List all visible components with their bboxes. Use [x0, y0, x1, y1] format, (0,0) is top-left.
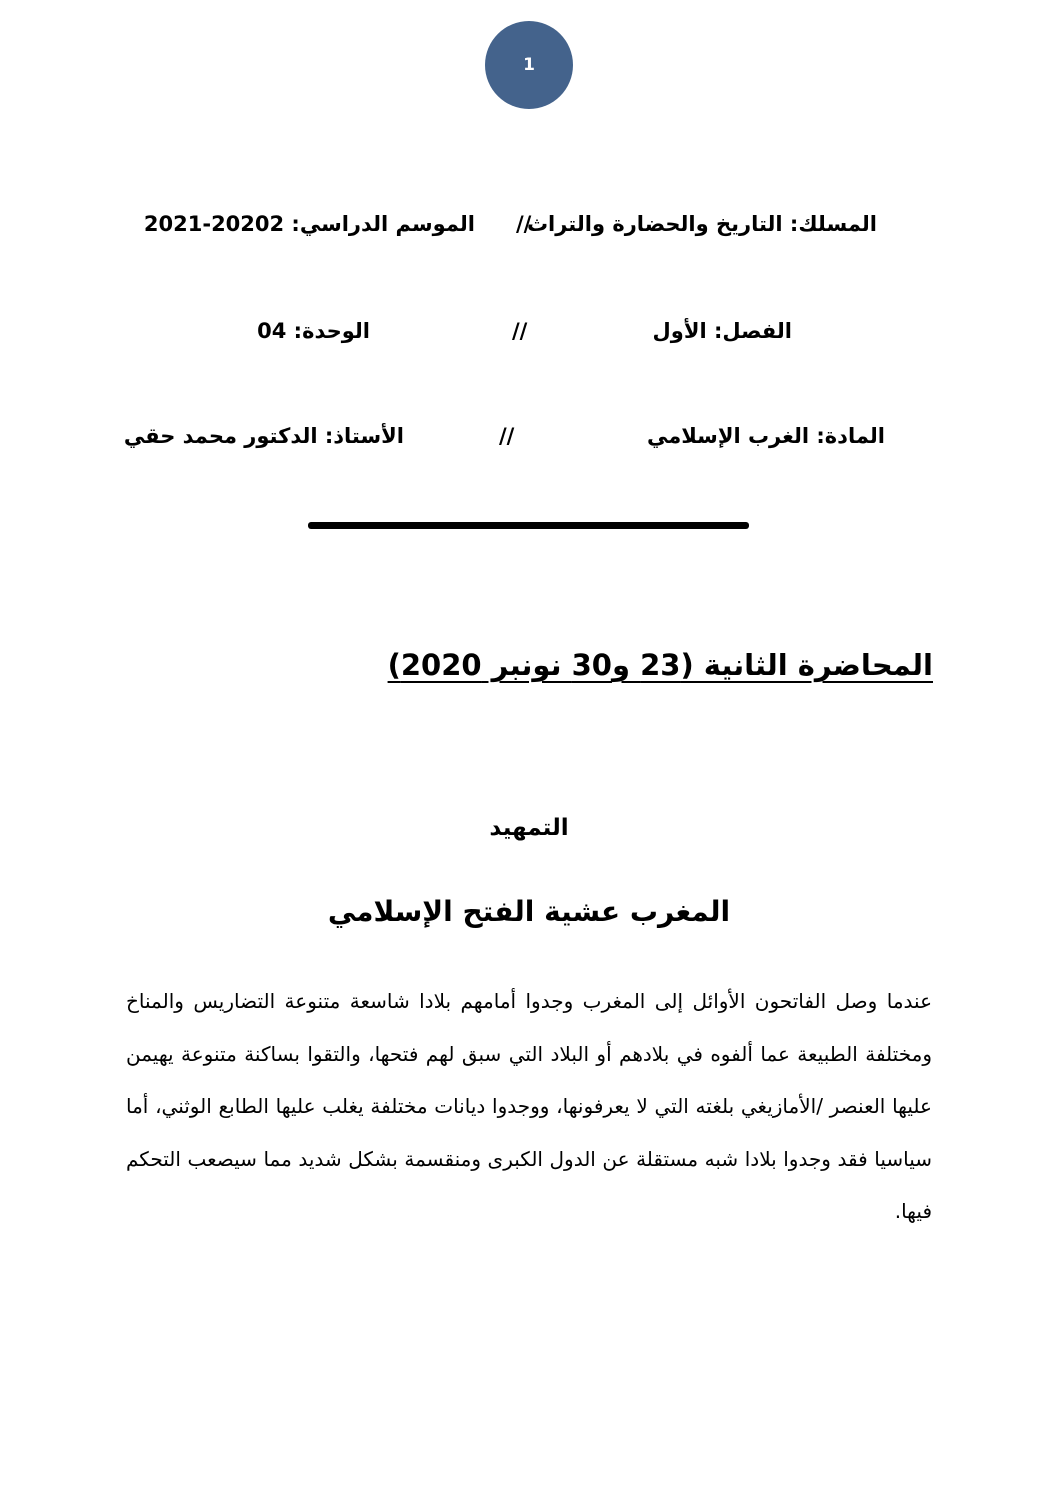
header-professor: الأستاذ: الدكتور محمد حقي: [123, 424, 404, 448]
header-track: المسلك: التاريخ والحضارة والتراث: [526, 212, 877, 236]
lecture-title: المحاضرة الثانية (23 و30 نونبر 2020): [387, 648, 933, 682]
header-unit: الوحدة: 04: [257, 319, 370, 343]
header-separator: //: [499, 424, 515, 448]
body-paragraph: عندما وصل الفاتحون الأوائل إلى المغرب وجدوا أمامهم بلادا شاسعة متنوعة التضاريس والمناخ ومختلفة الطبيعة عما ألفوه في بلادهم أو البلاد التي سبق لهم فتحها، والتقوا بساكنة متنوعة يهيمن عليها العنصر /الأمازيغي بلغته التي لا يعرفونها، ووجدوا ديانات مختلفة يغلب عليها الطابع الوثني، أما سياسيا فقد وجدوا بلادا شبه مستقلة عن الدول الكبرى ومنقسمة بشكل شديد مما سيصعب التحكم فيها.: [126, 989, 932, 1223]
header-subject: المادة: الغرب الإسلامي: [646, 424, 885, 448]
divider-line: [308, 522, 749, 529]
header-separator: //: [516, 212, 532, 236]
header-season: الموسم الدراسي: 20202-2021: [143, 212, 475, 236]
intro-heading: التمهيد: [489, 815, 569, 841]
section-subtitle: المغرب عشية الفتح الإسلامي: [327, 895, 731, 928]
header-semester: الفصل: الأول: [652, 319, 792, 343]
page-number-badge: 1: [485, 21, 573, 109]
header-separator: //: [512, 319, 528, 343]
